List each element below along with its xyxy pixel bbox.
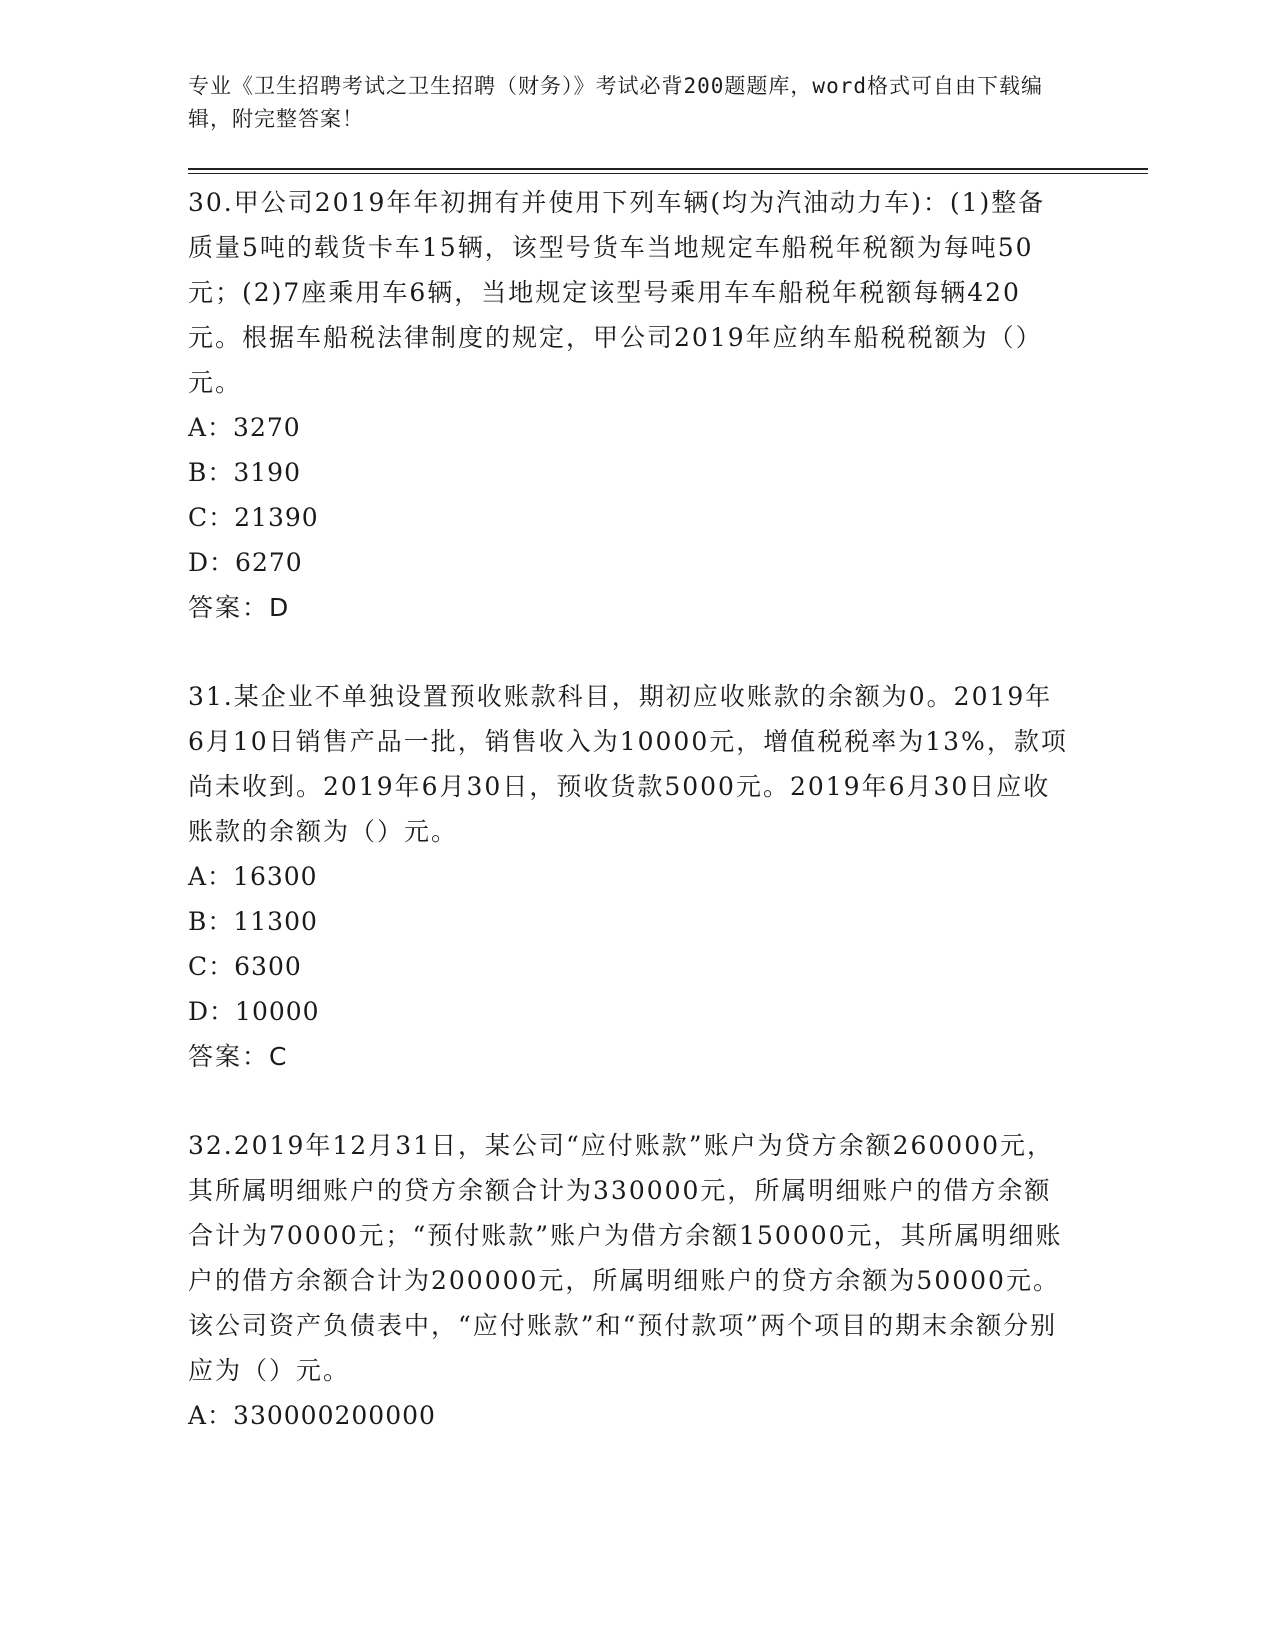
header-divider xyxy=(188,168,1148,174)
answer: 答案：D xyxy=(188,593,291,622)
option-a: A：330000200000 xyxy=(188,1401,436,1430)
option-c: C：21390 xyxy=(188,503,319,532)
option-b: B：3190 xyxy=(188,458,301,487)
document-header: 专业《卫生招聘考试之卫生招聘（财务）》考试必背200题题库，word格式可自由下载编辑，附完整答案！ xyxy=(188,74,1043,131)
question-stem: 31.某企业不单独设置预收账款科目，期初应收账款的余额为0。2019年6月10日销售产品一批，销售收入为10000元，增值税税率为13%，款项尚未收到。2019年6月30日，预收货款5000元。2019年6月30日应收账款的余额为（）元。 xyxy=(188,682,1068,846)
option-a: A：16300 xyxy=(188,862,318,891)
question-stem: 32.2019年12月31日，某公司“应付账款”账户为贷方余额260000元，其所属明细账户的贷方余额合计为330000元，所属明细账户的借方余额合计为70000元；“预付账款”账户为借方余额150000元，其所属明细账户的借方余额合计为200000元，所属明细账户的贷方余额为50000元。该公司资产负债表中，“应付账款”和“预付款项”两个项目的期末余额分别应为（）元。 xyxy=(188,1131,1063,1385)
document-page xyxy=(188,70,1148,1438)
option-c: C：6300 xyxy=(188,952,302,981)
question-30 xyxy=(188,180,1148,630)
answer: 答案：C xyxy=(188,1042,289,1071)
question-31 xyxy=(188,674,1148,1079)
option-d: D：6270 xyxy=(188,548,303,577)
option-d: D：10000 xyxy=(188,997,320,1026)
question-stem: 30.甲公司2019年年初拥有并使用下列车辆(均为汽油动力车)：(1)整备质量5吨的载货卡车15辆，该型号货车当地规定车船税年税额为每吨50元；(2)7座乘用车6辆，当地规定该型号乘用车车船税年税额每辆420元。根据车船税法律制度的规定，甲公司2019年应纳车船税税额为（）元。 xyxy=(188,188,1046,397)
option-a: A：3270 xyxy=(188,413,301,442)
question-32 xyxy=(188,1123,1148,1438)
option-b: B：11300 xyxy=(188,907,318,936)
